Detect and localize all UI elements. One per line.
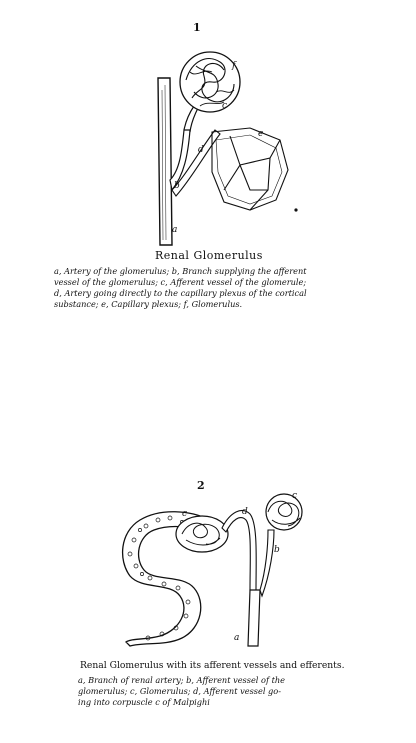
afferent-vessel-c [184,106,198,132]
label-c: c [222,101,228,111]
caption-line: vessel of the glomerulus; c, Afferent vessel of the glomerule; [54,277,307,287]
caption-line: d, Artery going directly to the capillary plexus of the cortical [54,288,307,298]
caption-line: a, Artery of the glomerulus; b, Branch supplying the afferent [54,266,307,276]
figure-2-caption-text [78,675,398,708]
figure-2-number: 2 [197,479,205,492]
artery-a [248,590,260,646]
caption-line: substance; e, Capillary plexus; f, Glomerulus. [54,299,243,309]
label-c-right: c [292,491,298,501]
glomerulus-c-left [176,516,228,552]
glomerulus-f [180,52,240,112]
figure-1-number: 1 [193,21,201,34]
capillary-plexus-e [212,128,288,210]
caption-line: glomerulus; c, Glomerulus; d, Afferent vessel go- [78,686,281,696]
figure-1-illustration [120,40,320,250]
label-a: a [234,633,240,643]
afferent-vessel-b [260,530,274,596]
figure-1-caption-title: Renal Glomerulus [155,249,263,262]
label-d: d [198,145,204,155]
figure-1-caption-text [54,266,394,310]
label-d: d [242,507,248,517]
afferent-vessel-d [222,510,256,590]
label-a: a [172,225,178,235]
caption-line: a, Branch of renal artery; b, Afferent vessel of the [78,675,286,685]
figure-2-illustration [110,490,330,650]
label-c-left: c [182,509,188,519]
figure-2-caption-title: Renal Glomerulus with its afferent vessels and efferents. [80,660,345,671]
label-b: b [174,181,180,191]
label-e: e [258,129,264,139]
label-f: f [232,61,236,71]
caption-line: ing into corpuscle c of Malpighi [78,697,210,707]
label-b: b [274,545,280,555]
